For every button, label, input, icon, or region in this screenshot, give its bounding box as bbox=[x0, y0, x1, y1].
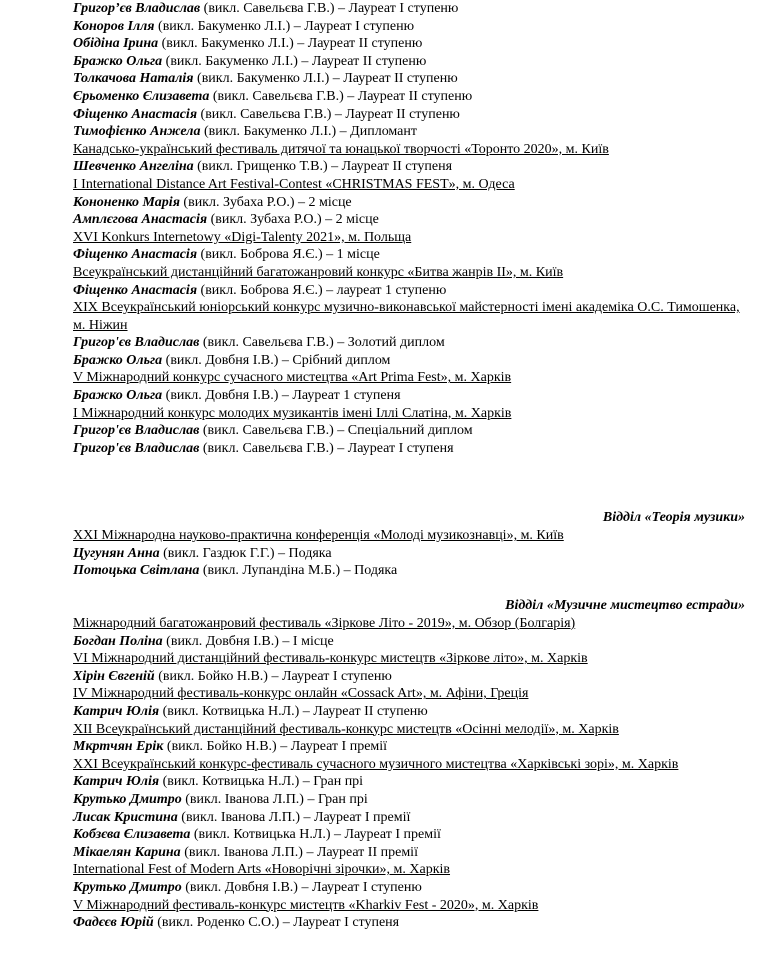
award-details: (викл. Іванова Л.П.) – Гран прі bbox=[181, 791, 368, 807]
student-name: Крутько Дмитро bbox=[73, 791, 182, 807]
award-entry bbox=[73, 35, 745, 53]
event-title: Міжнародний багатожанровий фестиваль «Зіркове Літо - 2019», м. Обзор (Болгарія) bbox=[73, 616, 576, 631]
student-name: Бражко Ольга bbox=[73, 53, 163, 69]
award-details: (викл. Бакуменко Л.І.) – Лауреат ІІ ступеню bbox=[158, 36, 423, 52]
student-name: Фадєєв Юрій bbox=[73, 915, 154, 931]
award-details: (викл. Грищенко Т.В.) – Лауреат ІІ ступеня bbox=[193, 159, 453, 175]
award-details: (викл. Бойко Н.В.) – Лауреат І премії bbox=[163, 739, 388, 755]
department-heading: Відділ «Музичне мистецтво естради» bbox=[505, 598, 745, 614]
event-title: XIX Всеукраїнський юніорський конкурс музично-виконавської майстерності імені академіка О.С. Тимошенка, м. Ніжин bbox=[73, 300, 740, 333]
student-name: Григор'єв Владислав bbox=[73, 335, 200, 351]
student-name: Григор'єв Владислав bbox=[73, 440, 200, 456]
award-details: (викл. Газдюк Г.Г.) – Подяка bbox=[159, 545, 332, 561]
student-name: Потоцька Світлана bbox=[73, 563, 200, 579]
award-details: (викл. Савельєва Г.В.) – Лауреат І ступеню bbox=[200, 1, 459, 16]
student-name: Фіщенко Анастасія bbox=[73, 247, 198, 263]
award-entry bbox=[73, 668, 745, 686]
award-details: (викл. Бакуменко Л.І.) – Лауреат І ступеню bbox=[154, 18, 415, 34]
student-name: Коноров Ілля bbox=[73, 18, 155, 34]
award-details: (викл. Боброва Я.Є.) – лауреат 1 ступеню bbox=[197, 282, 447, 298]
award-details: (викл. Котвицька Н.Л.) – Гран прі bbox=[159, 774, 364, 790]
award-entry bbox=[73, 879, 745, 897]
event-title: І Міжнародний конкурс молодих музикантів імені Іллі Слатіна, м. Харків bbox=[73, 405, 512, 421]
student-name: Толкачова Наталія bbox=[73, 71, 194, 87]
student-name: Григор’єв Владислав bbox=[73, 1, 201, 16]
award-entry bbox=[73, 194, 745, 212]
event-title: ХХІ Міжнародна науково-практична конференція «Молоді музикознавці», м. Київ bbox=[73, 528, 564, 544]
student-name: Цугунян Анна bbox=[73, 545, 160, 561]
award-details: (викл. Зубаха Р.О.) – 2 місце bbox=[207, 212, 379, 228]
award-entry bbox=[73, 738, 745, 756]
award-entry bbox=[73, 791, 745, 809]
award-entry bbox=[73, 211, 745, 229]
student-name: Шевченко Ангеліна bbox=[73, 159, 194, 175]
award-details: (викл. Зубаха Р.О.) – 2 місце bbox=[179, 194, 352, 210]
award-details: (викл. Савельєва Г.В.) – Лауреат І ступеня bbox=[199, 440, 454, 456]
event-title: ХХІ Всеукраїнський конкурс-фестиваль сучасного музичного мистецтва «Харківські зорі», м. Харків bbox=[73, 756, 679, 772]
award-details: (викл. Котвицька Н.Л.) – Лауреат І премії bbox=[190, 827, 441, 843]
department-heading: Відділ «Теорія музики» bbox=[602, 510, 745, 526]
award-details: (викл. Савельєва Г.В.) – Лауреат ІІ ступеню bbox=[197, 106, 460, 122]
award-details: (викл. Довбня І.В.) – І місце bbox=[162, 633, 334, 649]
award-entry bbox=[73, 826, 745, 844]
award-details: (викл. Довбня І.В.) – Срібний диплом bbox=[162, 352, 391, 368]
award-entry bbox=[73, 809, 745, 827]
event-title: V Міжнародний конкурс сучасного мистецтва «Art Prima Fest», м. Харків bbox=[73, 370, 512, 386]
award-details: (викл. Савельєва Г.В.) – Золотий диплом bbox=[199, 335, 445, 351]
award-entry bbox=[73, 106, 745, 124]
event-title: Всеукраїнський дистанційний багатожанровий конкурс «Битва жанрів ІІ», м. Київ bbox=[73, 264, 564, 280]
award-entry bbox=[73, 282, 745, 300]
award-entry bbox=[73, 88, 745, 106]
student-name: Хірін Євгеній bbox=[73, 668, 155, 684]
award-details: (викл. Бойко Н.В.) – Лауреат І ступеню bbox=[154, 668, 392, 684]
student-name: Фіщенко Анастасія bbox=[73, 106, 198, 122]
event-title: І International Distance Art Festival-Contest «CHRISTMAS FEST», м. Одеса bbox=[73, 176, 515, 192]
award-details: (викл. Котвицька Н.Л.) – Лауреат ІІ ступеню bbox=[159, 703, 428, 719]
award-entry bbox=[73, 387, 745, 405]
award-entry bbox=[73, 53, 745, 71]
award-entry bbox=[73, 914, 745, 932]
award-entry bbox=[73, 545, 745, 563]
student-name: Катрич Юлія bbox=[73, 774, 160, 790]
student-name: Фіщенко Анастасія bbox=[73, 282, 198, 298]
award-entry bbox=[73, 703, 745, 721]
student-name: Богдан Поліна bbox=[73, 633, 163, 649]
award-entry bbox=[73, 158, 745, 176]
student-name: Бражко Ольга bbox=[73, 352, 163, 368]
student-name: Кононенко Марія bbox=[73, 194, 180, 210]
student-name: Катрич Юлія bbox=[73, 703, 160, 719]
award-details: (викл. Іванова Л.П.) – Лауреат ІІ премії bbox=[180, 844, 418, 860]
student-name: Обідіна Ірина bbox=[73, 36, 159, 52]
document-page bbox=[73, 0, 745, 932]
award-entry bbox=[73, 246, 745, 264]
award-details: (викл. Бакуменко Л.І.) – Дипломант bbox=[200, 124, 418, 140]
student-name: Єрьоменко Єлизавета bbox=[73, 88, 210, 104]
award-details: (викл. Довбня І.В.) – Лауреат І ступеню bbox=[181, 879, 422, 895]
student-name: Мікаелян Карина bbox=[73, 844, 181, 860]
event-title: XVI Konkurs Internetowy «Digi-Talenty 2021», м. Польща bbox=[73, 229, 412, 245]
student-name: Лисак Кристина bbox=[73, 809, 178, 825]
student-name: Тимофієнко Анжела bbox=[73, 124, 201, 140]
spacer bbox=[73, 457, 745, 509]
event-title: IV Міжнародний фестиваль-конкурс онлайн «Cossack Art», м. Афіни, Греція bbox=[73, 686, 529, 702]
student-name: Бражко Ольга bbox=[73, 388, 163, 404]
event-title: V Міжнародний фестиваль-конкурс мистецтв «Kharkiv Fest - 2020», м. Харків bbox=[73, 897, 539, 913]
award-details: (викл. Бакуменко Л.І.) – Лауреат ІІ ступеню bbox=[193, 71, 458, 87]
award-entry bbox=[73, 633, 745, 651]
student-name: Крутько Дмитро bbox=[73, 879, 182, 895]
award-details: (викл. Бакуменко Л.І.) – Лауреат ІІ ступеню bbox=[162, 53, 427, 69]
event-title: ХІІ Всеукраїнський дистанційний фестиваль-конкурс мистецтв «Осінні мелодії», м. Харків bbox=[73, 721, 619, 737]
event-title: International Fest of Modern Arts «Новорічні зірочки», м. Харків bbox=[73, 862, 451, 878]
event-title: VI Міжнародний дистанційний фестиваль-конкурс мистецтв «Зіркове літо», м. Харків bbox=[73, 651, 588, 667]
award-details: (викл. Савельєва Г.В.) – Лауреат ІІ ступеню bbox=[209, 88, 473, 104]
award-details: (викл. Лупандіна М.Б.) – Подяка bbox=[199, 563, 398, 579]
award-details: (викл. Довбня І.В.) – Лауреат 1 ступеня bbox=[162, 388, 401, 404]
award-details: (викл. Боброва Я.Є.) – 1 місце bbox=[197, 247, 380, 263]
award-entry bbox=[73, 0, 745, 18]
award-entry bbox=[73, 123, 745, 141]
award-details: (викл. Савельєва Г.В.) – Спеціальний диплом bbox=[199, 423, 473, 439]
award-entry bbox=[73, 773, 745, 791]
award-entry bbox=[73, 70, 745, 88]
award-entry bbox=[73, 440, 745, 458]
award-entry bbox=[73, 844, 745, 862]
award-entry bbox=[73, 334, 745, 352]
student-name: Амплєгова Анастасія bbox=[73, 212, 208, 228]
award-entry bbox=[73, 422, 745, 440]
award-details: (викл. Роденко С.О.) – Лауреат І ступеня bbox=[153, 915, 400, 931]
award-entry bbox=[73, 352, 745, 370]
award-entry bbox=[73, 18, 745, 36]
event-title: Канадсько-український фестиваль дитячої та юнацької творчості «Торонто 2020», м. Київ bbox=[73, 141, 609, 157]
award-details: (викл. Іванова Л.П.) – Лауреат І премії bbox=[177, 809, 411, 825]
student-name: Мкртчян Ерік bbox=[73, 739, 164, 755]
award-entry bbox=[73, 562, 745, 580]
spacer bbox=[73, 580, 745, 598]
student-name: Григор'єв Владислав bbox=[73, 423, 200, 439]
student-name: Кобзєва Єлизавета bbox=[73, 827, 191, 843]
